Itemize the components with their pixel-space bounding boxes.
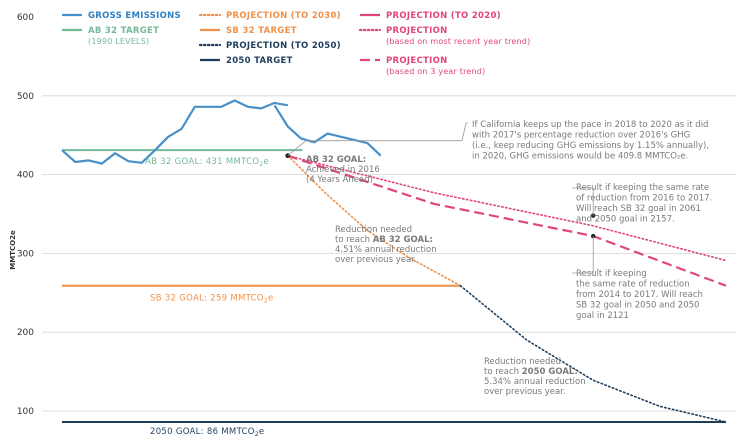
series-line — [275, 105, 381, 155]
series-line — [62, 101, 288, 164]
reduction-ab32-line: over previous year. — [335, 255, 417, 265]
reduction-2050-line: Reduction needed — [484, 357, 562, 367]
result-2014-line: goal in 2121 — [576, 311, 629, 321]
y-axis-label: MMTCO2e — [9, 230, 17, 270]
reduction-2050-line: over previous year. — [484, 387, 566, 397]
reduction-ab32-line: 4.51% annual reduction — [335, 245, 437, 255]
legend-label: PROJECTION (TO 2030) — [226, 11, 341, 21]
legend-label: PROJECTION (TO 2020) — [386, 11, 501, 21]
legend-sublabel: (1990 LEVELS) — [88, 37, 150, 46]
result-2014-line: SB 32 goal in 2050 and 2050 — [576, 300, 700, 311]
reduction-ab32-line: to reach AB 32 GOAL: — [335, 235, 433, 245]
result-2014-line: Result if keeping — [576, 269, 647, 279]
legend-sublabel: (based on most recent year trend) — [386, 37, 531, 46]
reduction-2050-line: to reach 2050 GOAL: — [484, 367, 578, 377]
y-tick-label: 600 — [16, 13, 34, 23]
y-tick-label: 300 — [16, 249, 34, 260]
result-2016-line: of reduction from 2016 to 2017. — [576, 193, 713, 204]
ab32-achieved-title: AB 32 GOAL: — [306, 155, 367, 165]
legend-label: PROJECTION — [386, 26, 448, 36]
legend-sublabel: (based on 3 year trend) — [386, 67, 486, 76]
result-2016-line: Will reach SB 32 goal in 2061 — [576, 204, 701, 214]
y-tick-label: 100 — [16, 407, 34, 417]
y-tick-label: 500 — [16, 91, 34, 102]
y-tick-label: 400 — [16, 170, 34, 181]
reduction-ab32-line: Reduction needed — [335, 225, 413, 235]
legend-label: 2050 TARGET — [226, 56, 293, 66]
result-2016-line: Result if keeping the same rate — [576, 183, 710, 193]
2050-goal-label: 2050 GOAL: 86 $MMTCO_2e$ — [150, 427, 265, 438]
legend-label: PROJECTION — [386, 56, 448, 66]
y-tick-label: 200 — [16, 328, 34, 339]
legend-label: PROJECTION (TO 2050) — [226, 41, 341, 51]
legend-label: GROSS EMISSIONS — [88, 11, 181, 21]
sb32-goal-label: SB 32 GOAL: 259 $MMTCO_2e$ — [150, 293, 274, 305]
reduction-2050-line: 5.34% annual reduction — [484, 377, 586, 387]
ab32-achieved-line: Achieved in 2016 — [306, 165, 380, 175]
leader-line — [288, 123, 468, 156]
legend-label: AB 32 TARGET — [88, 26, 160, 36]
legend-label: SB 32 TARGET — [226, 26, 297, 36]
pace-note-line: with 2017's percentage reduction over 2016's GHG — [472, 130, 691, 141]
ab32-goal-label: AB 32 GOAL: 431 $MMTCO_2e$ — [145, 157, 269, 169]
pace-note-line: in 2020, GHG emissions would be 409.8 MMTCO₂e. — [472, 151, 689, 162]
ab32-achieved-line: (4 Years Ahead) — [306, 175, 373, 185]
pace-note-line: (i.e., keep reducing GHG emissions by 1.15% annually), — [472, 141, 709, 151]
leader-line — [572, 236, 593, 273]
result-2014-line: the same rate of reduction — [576, 279, 690, 290]
result-2016-line: and 2050 goal in 2157. — [576, 214, 675, 225]
result-2014-line: from 2014 to 2017. Will reach — [576, 290, 703, 300]
pace-note-line: If California keeps up the pace in 2018 to 2020 as it did — [472, 120, 709, 130]
